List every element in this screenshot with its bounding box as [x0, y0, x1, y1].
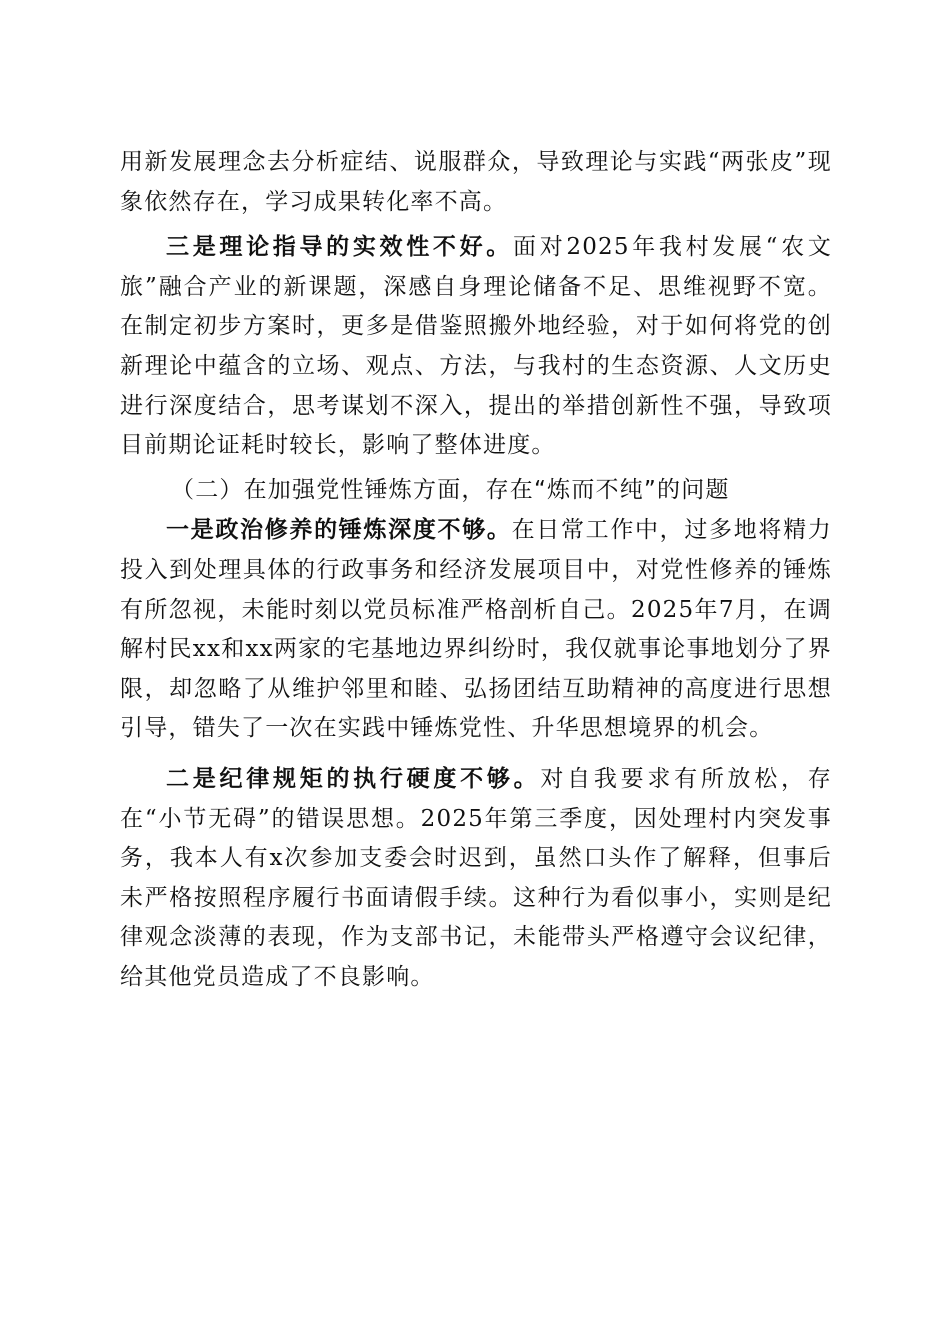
paragraph-text: 对自我要求有所放松，存在“小节无碍”的错误思想。2025年第三季度，因处理村内突发事务，我本人有x次参加支委会时迟到，虽然口头作了解释，但事后未严格按照程序履行书面请假手续。这种行为看似事小，实则是纪律观念淡薄的表现，作为支部书记，未能带头严格遵守会议纪律，给其他党员造成了不良影响。 [120, 765, 832, 990]
paragraph-lead: 一是政治修养的锤炼深度不够。 [166, 516, 512, 544]
paragraph-text: 在日常工作中，过多地将精力投入到处理具体的行政事务和经济发展项目中，对党性修养的锤炼有所忽视，未能时刻以党员标准严格剖析自己。2025年7月，在调解村民xx和xx两家的宅基地边界纠纷时，我仅就事论事地划分了界限，却忽略了从维护邻里和睦、弘扬团结互助精神的高度进行思想引导，错失了一次在实践中锤炼党性、升华思想境界的机会。 [120, 517, 832, 742]
paragraph-text: 用新发展理念去分析症结、说服群众，导致理论与实践“两张皮”现象依然存在，学习成果转化率不高。 [120, 149, 832, 215]
paragraph-lead: 三是理论指导的实效性不好。 [166, 233, 513, 261]
document-body [120, 143, 832, 997]
paragraph-item-one [120, 510, 832, 749]
paragraph-lead: 二是纪律规矩的执行硬度不够。 [166, 764, 541, 792]
paragraph-text: 面对2025年我村发展“农文旅”融合产业的新课题，深感自身理论储备不足、思维视野不宽。在制定初步方案时，更多是借鉴照搬外地经验，对于如何将党的创新理论中蕴含的立场、观点、方法，与我村的生态资源、人文历史进行深度结合，思考谋划不深入，提出的举措创新性不强，导致项目前期论证耗时较长，影响了整体进度。 [120, 234, 833, 459]
section-heading: （二）在加强党性锤炼方面，存在“炼而不纯”的问题 [171, 476, 730, 503]
paragraph-item-three [120, 227, 832, 466]
paragraph-item-two [120, 759, 832, 998]
paragraph-continuation [120, 143, 832, 222]
